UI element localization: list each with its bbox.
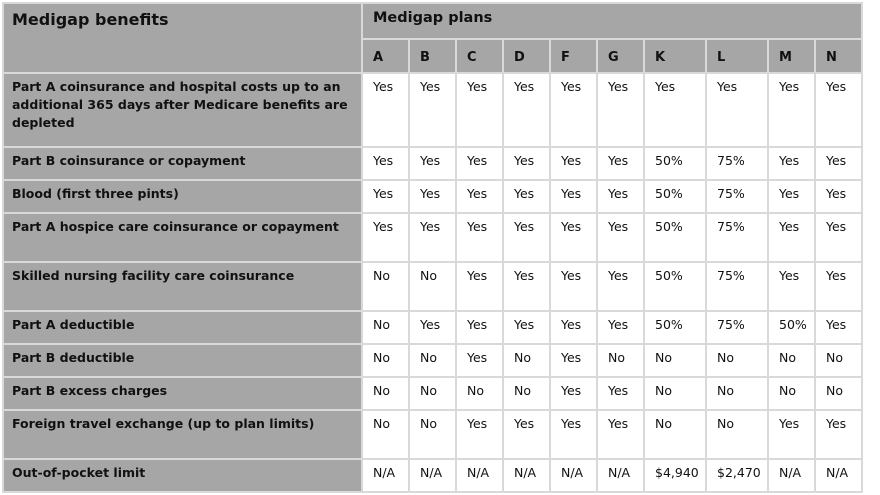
benefit-value-k: 50% — [645, 214, 705, 261]
benefit-value-a: No — [363, 312, 408, 343]
benefit-value-g: Yes — [598, 378, 643, 409]
benefit-value-k: No — [645, 411, 705, 458]
benefit-value-c: Yes — [457, 312, 502, 343]
table-row — [4, 460, 861, 491]
benefit-value-b: No — [410, 263, 455, 310]
benefit-value-n: No — [816, 378, 861, 409]
benefit-value-g: Yes — [598, 411, 643, 458]
benefit-label: Part A coinsurance and hospital costs up to an additional 365 days after Medicare benefits are depleted — [4, 74, 361, 146]
benefit-value-c: Yes — [457, 411, 502, 458]
benefit-value-n: Yes — [816, 263, 861, 310]
benefit-value-a: No — [363, 378, 408, 409]
plan-header-b: B — [410, 40, 455, 72]
benefit-value-m: N/A — [769, 460, 814, 491]
benefit-value-d: Yes — [504, 263, 549, 310]
benefit-value-d: Yes — [504, 312, 549, 343]
table-row — [4, 378, 861, 409]
benefit-value-k: No — [645, 378, 705, 409]
benefit-value-g: Yes — [598, 214, 643, 261]
benefit-value-k: 50% — [645, 181, 705, 212]
plan-header-m: M — [769, 40, 814, 72]
benefit-value-f: Yes — [551, 74, 596, 146]
benefit-value-d: N/A — [504, 460, 549, 491]
benefit-value-m: Yes — [769, 181, 814, 212]
benefit-value-n: Yes — [816, 148, 861, 179]
benefit-value-k: 50% — [645, 312, 705, 343]
benefit-value-g: Yes — [598, 312, 643, 343]
benefit-value-a: Yes — [363, 181, 408, 212]
plan-header-d: D — [504, 40, 549, 72]
benefit-value-f: Yes — [551, 214, 596, 261]
table-row — [4, 148, 861, 179]
benefit-value-n: Yes — [816, 312, 861, 343]
plan-header-n: N — [816, 40, 861, 72]
benefit-value-l: No — [707, 345, 767, 376]
table-row — [4, 214, 861, 261]
benefit-value-f: N/A — [551, 460, 596, 491]
benefit-value-a: No — [363, 411, 408, 458]
benefit-value-m: No — [769, 345, 814, 376]
benefit-value-b: N/A — [410, 460, 455, 491]
benefit-value-d: No — [504, 378, 549, 409]
benefit-value-a: N/A — [363, 460, 408, 491]
benefit-value-c: Yes — [457, 214, 502, 261]
benefit-value-l: 75% — [707, 263, 767, 310]
benefit-value-m: Yes — [769, 148, 814, 179]
benefit-value-d: Yes — [504, 411, 549, 458]
benefit-value-c: Yes — [457, 345, 502, 376]
benefit-value-a: No — [363, 263, 408, 310]
benefit-value-g: Yes — [598, 148, 643, 179]
benefit-value-g: No — [598, 345, 643, 376]
table-row — [4, 181, 861, 212]
benefit-label: Out-of-pocket limit — [4, 460, 361, 491]
benefit-value-m: Yes — [769, 411, 814, 458]
benefit-value-d: Yes — [504, 74, 549, 146]
benefit-value-f: Yes — [551, 181, 596, 212]
benefit-value-b: No — [410, 345, 455, 376]
benefit-value-c: Yes — [457, 263, 502, 310]
benefit-value-l: Yes — [707, 74, 767, 146]
benefit-value-b: No — [410, 411, 455, 458]
benefit-value-d: Yes — [504, 148, 549, 179]
plan-header-l: L — [707, 40, 767, 72]
benefit-value-f: Yes — [551, 345, 596, 376]
benefit-value-k: Yes — [645, 74, 705, 146]
benefit-value-l: No — [707, 378, 767, 409]
benefit-value-a: Yes — [363, 214, 408, 261]
benefit-value-l: 75% — [707, 312, 767, 343]
benefit-label: Part B coinsurance or copayment — [4, 148, 361, 179]
benefit-value-f: Yes — [551, 411, 596, 458]
benefit-value-b: Yes — [410, 312, 455, 343]
benefit-value-c: Yes — [457, 74, 502, 146]
medigap-table-container — [2, 2, 863, 493]
benefit-label: Part B excess charges — [4, 378, 361, 409]
benefit-value-l: 75% — [707, 181, 767, 212]
benefit-value-k: 50% — [645, 148, 705, 179]
benefit-value-m: Yes — [769, 74, 814, 146]
benefit-value-n: N/A — [816, 460, 861, 491]
benefit-value-a: Yes — [363, 148, 408, 179]
benefit-label: Blood (first three pints) — [4, 181, 361, 212]
benefit-value-b: Yes — [410, 148, 455, 179]
benefit-label: Foreign travel exchange (up to plan limits) — [4, 411, 361, 458]
benefit-value-d: Yes — [504, 181, 549, 212]
benefit-value-g: Yes — [598, 181, 643, 212]
table-title: Medigap benefits — [4, 4, 361, 72]
benefit-value-d: Yes — [504, 214, 549, 261]
benefit-value-m: Yes — [769, 263, 814, 310]
benefit-value-m: No — [769, 378, 814, 409]
table-row — [4, 312, 861, 343]
benefit-value-a: No — [363, 345, 408, 376]
benefit-value-c: No — [457, 378, 502, 409]
plan-header-a: A — [363, 40, 408, 72]
benefit-value-b: Yes — [410, 74, 455, 146]
benefit-value-n: No — [816, 345, 861, 376]
benefit-label: Skilled nursing facility care coinsurance — [4, 263, 361, 310]
benefit-value-g: Yes — [598, 74, 643, 146]
benefit-value-f: Yes — [551, 263, 596, 310]
benefit-value-k: No — [645, 345, 705, 376]
plan-header-f: F — [551, 40, 596, 72]
benefit-value-c: Yes — [457, 181, 502, 212]
table-row — [4, 411, 861, 458]
benefit-value-l: 75% — [707, 214, 767, 261]
benefit-value-f: Yes — [551, 148, 596, 179]
benefit-label: Part A hospice care coinsurance or copayment — [4, 214, 361, 261]
benefit-value-b: Yes — [410, 181, 455, 212]
benefit-label: Part B deductible — [4, 345, 361, 376]
benefit-value-k: $4,940 — [645, 460, 705, 491]
benefit-value-n: Yes — [816, 411, 861, 458]
table-row — [4, 263, 861, 310]
benefit-value-n: Yes — [816, 74, 861, 146]
medigap-comparison-table — [2, 2, 863, 493]
benefit-value-g: N/A — [598, 460, 643, 491]
table-row — [4, 74, 861, 146]
benefit-value-n: Yes — [816, 181, 861, 212]
plan-header-g: G — [598, 40, 643, 72]
benefit-value-b: No — [410, 378, 455, 409]
benefit-value-d: No — [504, 345, 549, 376]
benefit-label: Part A deductible — [4, 312, 361, 343]
benefit-value-b: Yes — [410, 214, 455, 261]
plan-header-k: K — [645, 40, 705, 72]
benefit-value-l: 75% — [707, 148, 767, 179]
benefit-value-a: Yes — [363, 74, 408, 146]
benefit-value-c: Yes — [457, 148, 502, 179]
plans-header: Medigap plans — [363, 4, 861, 38]
benefit-value-n: Yes — [816, 214, 861, 261]
plan-header-c: C — [457, 40, 502, 72]
benefit-value-k: 50% — [645, 263, 705, 310]
benefit-value-f: Yes — [551, 312, 596, 343]
benefit-value-l: No — [707, 411, 767, 458]
benefit-value-g: Yes — [598, 263, 643, 310]
benefit-value-f: Yes — [551, 378, 596, 409]
benefit-value-m: 50% — [769, 312, 814, 343]
benefit-value-l: $2,470 — [707, 460, 767, 491]
benefit-value-c: N/A — [457, 460, 502, 491]
benefit-value-m: Yes — [769, 214, 814, 261]
table-row — [4, 345, 861, 376]
